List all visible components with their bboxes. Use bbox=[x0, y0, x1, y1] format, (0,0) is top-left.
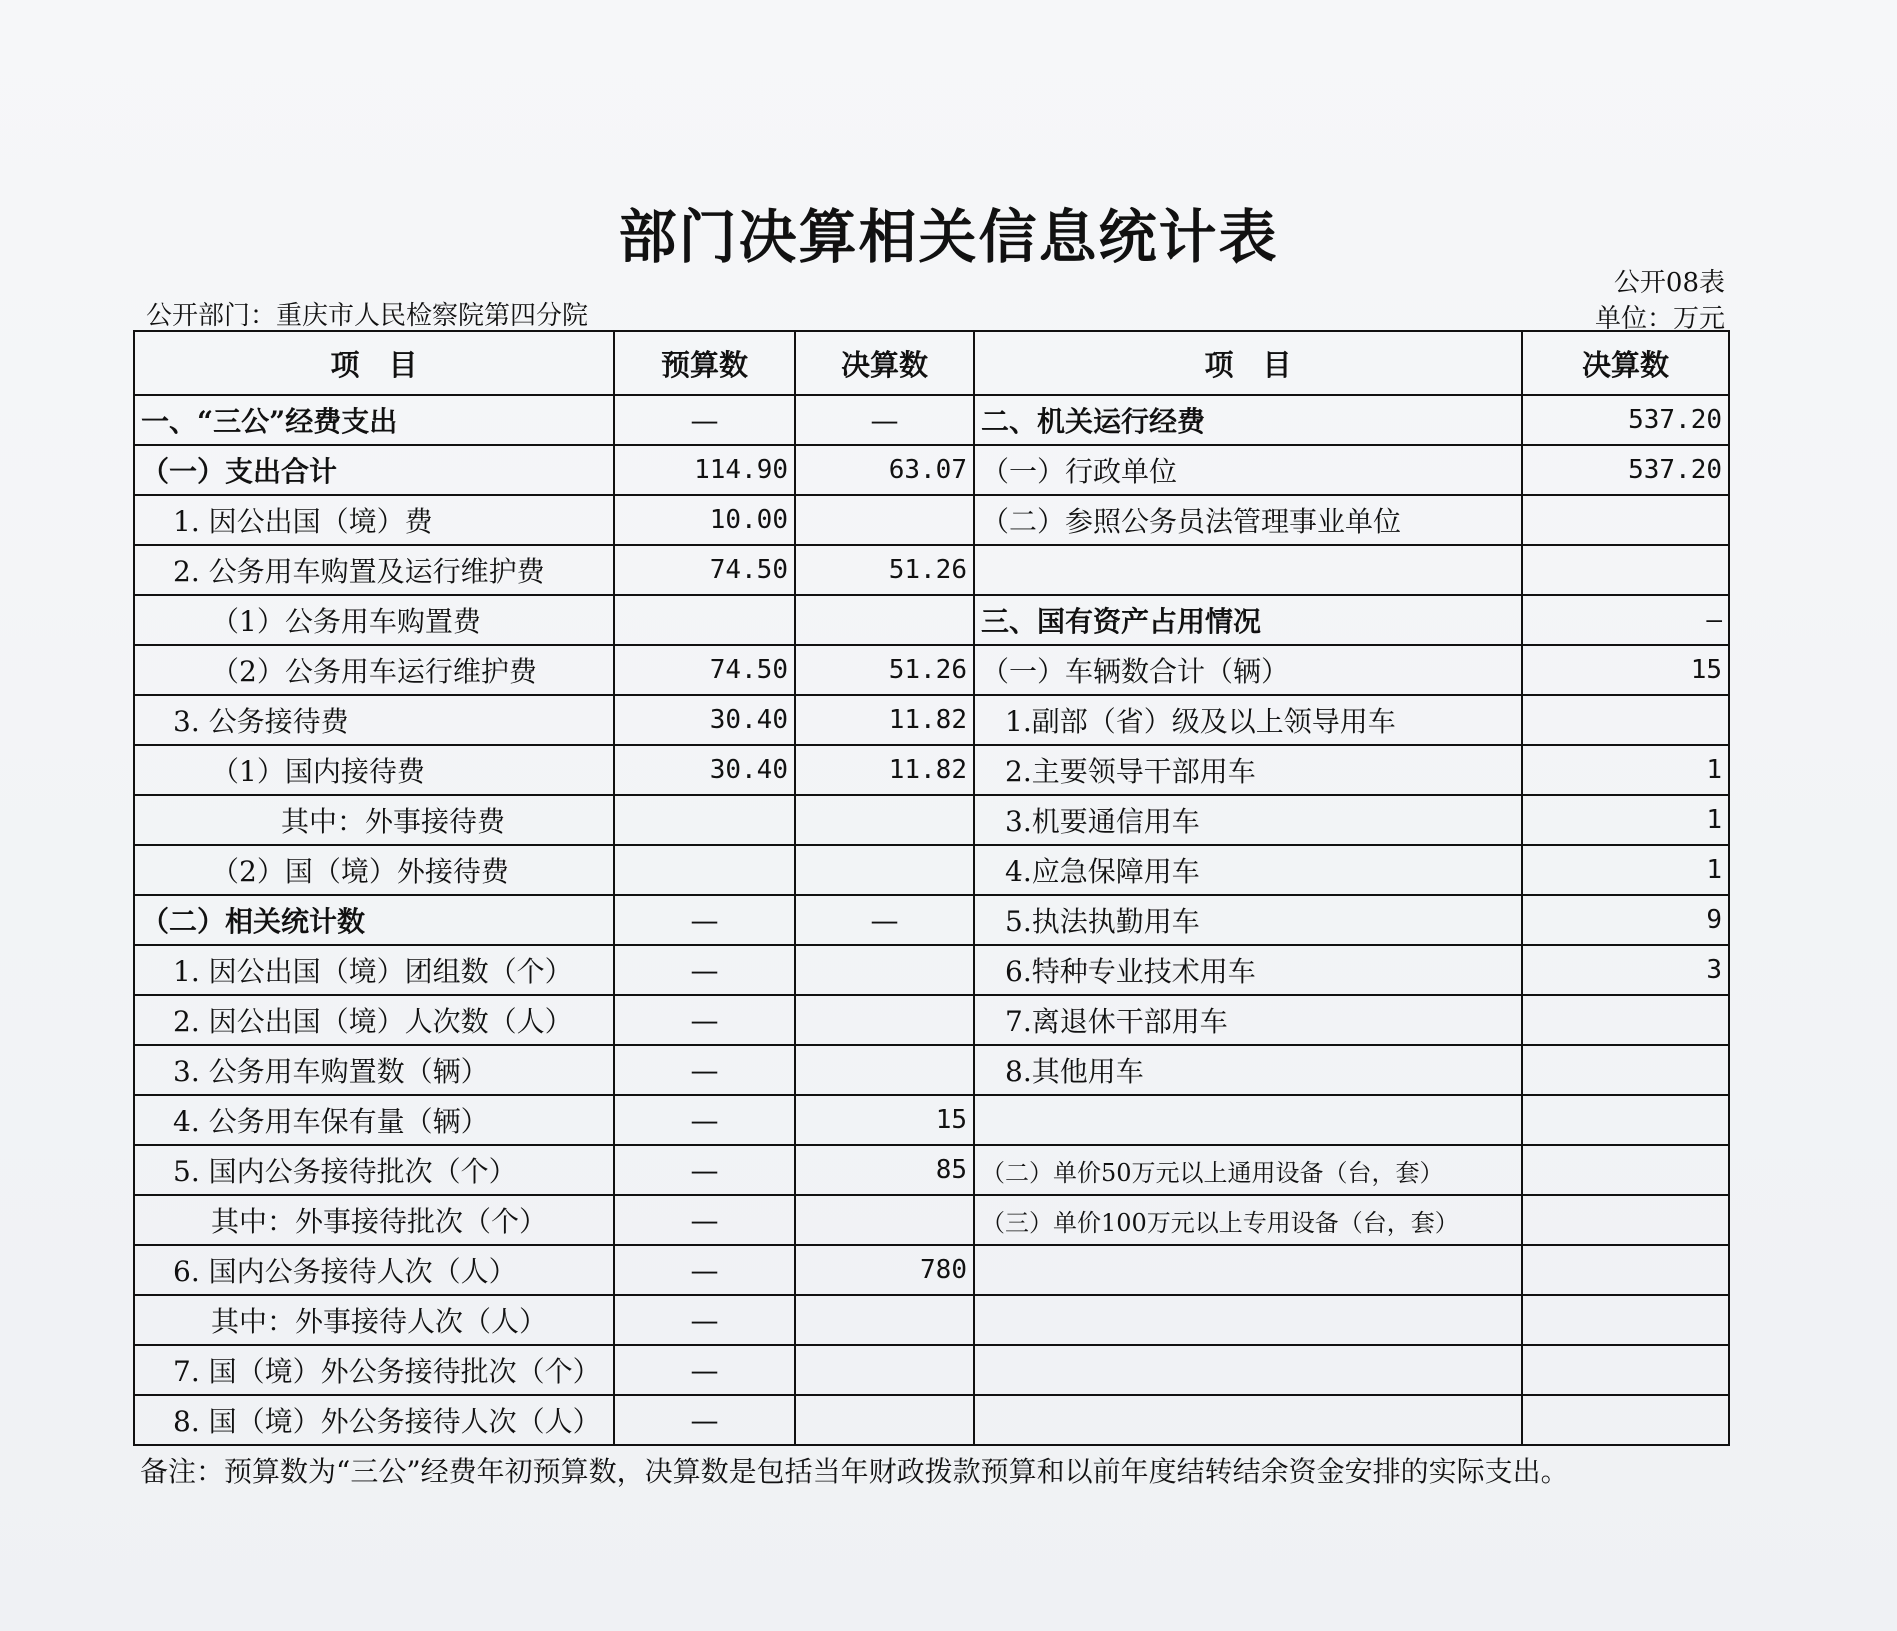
row-right-item bbox=[974, 1245, 1522, 1295]
row-budget: 74.50 bbox=[614, 645, 795, 695]
header-budget: 预算数 bbox=[614, 331, 795, 395]
row-right-value bbox=[1522, 1395, 1729, 1445]
row-right-value: 537.20 bbox=[1522, 445, 1729, 495]
row-budget bbox=[614, 795, 795, 845]
row-left-item: （1）公务用车购置费 bbox=[134, 595, 614, 645]
row-right-value bbox=[1522, 1345, 1729, 1395]
row-right-item bbox=[974, 1395, 1522, 1445]
row-right-value bbox=[1522, 545, 1729, 595]
row-final bbox=[795, 595, 974, 645]
header-item-right: 项 目 bbox=[974, 331, 1522, 395]
row-right-value: 3 bbox=[1522, 945, 1729, 995]
table-row bbox=[134, 545, 1729, 595]
row-budget: — bbox=[614, 995, 795, 1045]
table-row bbox=[134, 1295, 1729, 1345]
row-final bbox=[795, 1295, 974, 1345]
table-row bbox=[134, 695, 1729, 745]
row-left-item: 6. 国内公务接待人次（人） bbox=[134, 1245, 614, 1295]
row-left-item: 1. 因公出国（境）费 bbox=[134, 495, 614, 545]
row-left-item: （二）相关统计数 bbox=[134, 895, 614, 945]
row-budget: — bbox=[614, 1245, 795, 1295]
row-right-value bbox=[1522, 695, 1729, 745]
table-row bbox=[134, 895, 1729, 945]
row-budget: — bbox=[614, 1145, 795, 1195]
row-final: 780 bbox=[795, 1245, 974, 1295]
row-right-item: 3.机要通信用车 bbox=[974, 795, 1522, 845]
row-final bbox=[795, 995, 974, 1045]
row-left-item: （2）公务用车运行维护费 bbox=[134, 645, 614, 695]
row-right-value bbox=[1522, 1245, 1729, 1295]
row-right-item: 三、国有资产占用情况 bbox=[974, 595, 1522, 645]
row-left-item: （2）国（境）外接待费 bbox=[134, 845, 614, 895]
row-right-item: 二、机关运行经费 bbox=[974, 395, 1522, 445]
footnote: 备注：预算数为“三公”经费年初预算数，决算数是包括当年财政拨款预算和以前年度结转结余资金安排的实际支出。 bbox=[140, 1455, 1569, 1488]
row-left-item: 8. 国（境）外公务接待人次（人） bbox=[134, 1395, 614, 1445]
row-final bbox=[795, 1045, 974, 1095]
row-left-item: 5. 国内公务接待批次（个） bbox=[134, 1145, 614, 1195]
table-row bbox=[134, 1395, 1729, 1445]
row-right-item: 5.执法执勤用车 bbox=[974, 895, 1522, 945]
page-title: 部门决算相关信息统计表 bbox=[618, 203, 1279, 271]
row-final: 63.07 bbox=[795, 445, 974, 495]
table-row bbox=[134, 595, 1729, 645]
row-budget bbox=[614, 845, 795, 895]
row-right-value: 15 bbox=[1522, 645, 1729, 695]
row-left-item: （一）支出合计 bbox=[134, 445, 614, 495]
row-right-item: （三）单价100万元以上专用设备（台，套） bbox=[974, 1195, 1522, 1245]
row-final bbox=[795, 845, 974, 895]
row-right-value bbox=[1522, 495, 1729, 545]
row-right-value: 537.20 bbox=[1522, 395, 1729, 445]
header-item-left: 项 目 bbox=[134, 331, 614, 395]
table-row bbox=[134, 1095, 1729, 1145]
form-number: 公开08表 bbox=[1613, 268, 1725, 298]
row-budget: 114.90 bbox=[614, 445, 795, 495]
row-right-item bbox=[974, 1295, 1522, 1345]
row-left-item: 其中：外事接待批次（个） bbox=[134, 1195, 614, 1245]
row-right-value bbox=[1522, 1195, 1729, 1245]
table-row bbox=[134, 445, 1729, 495]
table-row bbox=[134, 845, 1729, 895]
row-final bbox=[795, 795, 974, 845]
department-label: 公开部门：重庆市人民检察院第四分院 bbox=[146, 301, 589, 331]
table-row bbox=[134, 645, 1729, 695]
row-right-item: 2.主要领导干部用车 bbox=[974, 745, 1522, 795]
row-final bbox=[795, 1345, 974, 1395]
row-right-item bbox=[974, 545, 1522, 595]
header-final-right: 决算数 bbox=[1522, 331, 1729, 395]
row-right-item bbox=[974, 1095, 1522, 1145]
row-left-item: 2. 因公出国（境）人次数（人） bbox=[134, 995, 614, 1045]
row-right-value: 9 bbox=[1522, 895, 1729, 945]
row-budget: 30.40 bbox=[614, 745, 795, 795]
row-right-item: 8.其他用车 bbox=[974, 1045, 1522, 1095]
row-budget: — bbox=[614, 1095, 795, 1145]
table-row bbox=[134, 395, 1729, 445]
row-final bbox=[795, 1195, 974, 1245]
row-right-value: — bbox=[1522, 595, 1729, 645]
row-right-item bbox=[974, 1345, 1522, 1395]
row-right-item: 6.特种专业技术用车 bbox=[974, 945, 1522, 995]
row-budget: 30.40 bbox=[614, 695, 795, 745]
row-right-item: 4.应急保障用车 bbox=[974, 845, 1522, 895]
row-final: — bbox=[795, 395, 974, 445]
row-final: 51.26 bbox=[795, 645, 974, 695]
row-right-value bbox=[1522, 1095, 1729, 1145]
row-final: 51.26 bbox=[795, 545, 974, 595]
row-budget: — bbox=[614, 1295, 795, 1345]
row-left-item: 一、“三公”经费支出 bbox=[134, 395, 614, 445]
row-budget: — bbox=[614, 1195, 795, 1245]
row-right-item: （二）参照公务员法管理事业单位 bbox=[974, 495, 1522, 545]
table-row bbox=[134, 1245, 1729, 1295]
row-left-item: 1. 因公出国（境）团组数（个） bbox=[134, 945, 614, 995]
row-right-item: （二）单价50万元以上通用设备（台，套） bbox=[974, 1145, 1522, 1195]
statistics-table bbox=[133, 330, 1730, 1446]
row-budget: 10.00 bbox=[614, 495, 795, 545]
row-budget: — bbox=[614, 945, 795, 995]
row-budget: — bbox=[614, 1395, 795, 1445]
table-header-row bbox=[134, 331, 1729, 395]
row-final: 11.82 bbox=[795, 695, 974, 745]
row-right-item: （一）车辆数合计（辆） bbox=[974, 645, 1522, 695]
table-row bbox=[134, 745, 1729, 795]
row-left-item: 2. 公务用车购置及运行维护费 bbox=[134, 545, 614, 595]
row-right-value bbox=[1522, 995, 1729, 1045]
unit-label: 单位：万元 bbox=[1594, 304, 1725, 334]
row-left-item: 3. 公务接待费 bbox=[134, 695, 614, 745]
row-final: — bbox=[795, 895, 974, 945]
table-row bbox=[134, 1195, 1729, 1245]
row-right-value bbox=[1522, 1145, 1729, 1195]
row-right-value: 1 bbox=[1522, 845, 1729, 895]
row-budget: — bbox=[614, 1345, 795, 1395]
row-final bbox=[795, 495, 974, 545]
row-final bbox=[795, 945, 974, 995]
row-final: 11.82 bbox=[795, 745, 974, 795]
row-left-item: （1）国内接待费 bbox=[134, 745, 614, 795]
row-right-value: 1 bbox=[1522, 795, 1729, 845]
row-right-value: 1 bbox=[1522, 745, 1729, 795]
table-row bbox=[134, 495, 1729, 545]
table-row bbox=[134, 995, 1729, 1045]
row-right-value bbox=[1522, 1295, 1729, 1345]
row-right-value bbox=[1522, 1045, 1729, 1095]
table-row bbox=[134, 1045, 1729, 1095]
row-final: 85 bbox=[795, 1145, 974, 1195]
row-budget: — bbox=[614, 895, 795, 945]
row-right-item: 7.离退休干部用车 bbox=[974, 995, 1522, 1045]
table-row bbox=[134, 1345, 1729, 1395]
row-final bbox=[795, 1395, 974, 1445]
row-budget: 74.50 bbox=[614, 545, 795, 595]
row-left-item: 其中：外事接待费 bbox=[134, 795, 614, 845]
table-row bbox=[134, 1145, 1729, 1195]
row-right-item: （一）行政单位 bbox=[974, 445, 1522, 495]
row-budget: — bbox=[614, 395, 795, 445]
row-left-item: 其中：外事接待人次（人） bbox=[134, 1295, 614, 1345]
header-final-left: 决算数 bbox=[795, 331, 974, 395]
row-budget bbox=[614, 595, 795, 645]
row-budget: — bbox=[614, 1045, 795, 1095]
row-left-item: 3. 公务用车购置数（辆） bbox=[134, 1045, 614, 1095]
row-right-item: 1.副部（省）级及以上领导用车 bbox=[974, 695, 1522, 745]
row-left-item: 7. 国（境）外公务接待批次（个） bbox=[134, 1345, 614, 1395]
table-row bbox=[134, 795, 1729, 845]
row-left-item: 4. 公务用车保有量（辆） bbox=[134, 1095, 614, 1145]
table-row bbox=[134, 945, 1729, 995]
row-final: 15 bbox=[795, 1095, 974, 1145]
